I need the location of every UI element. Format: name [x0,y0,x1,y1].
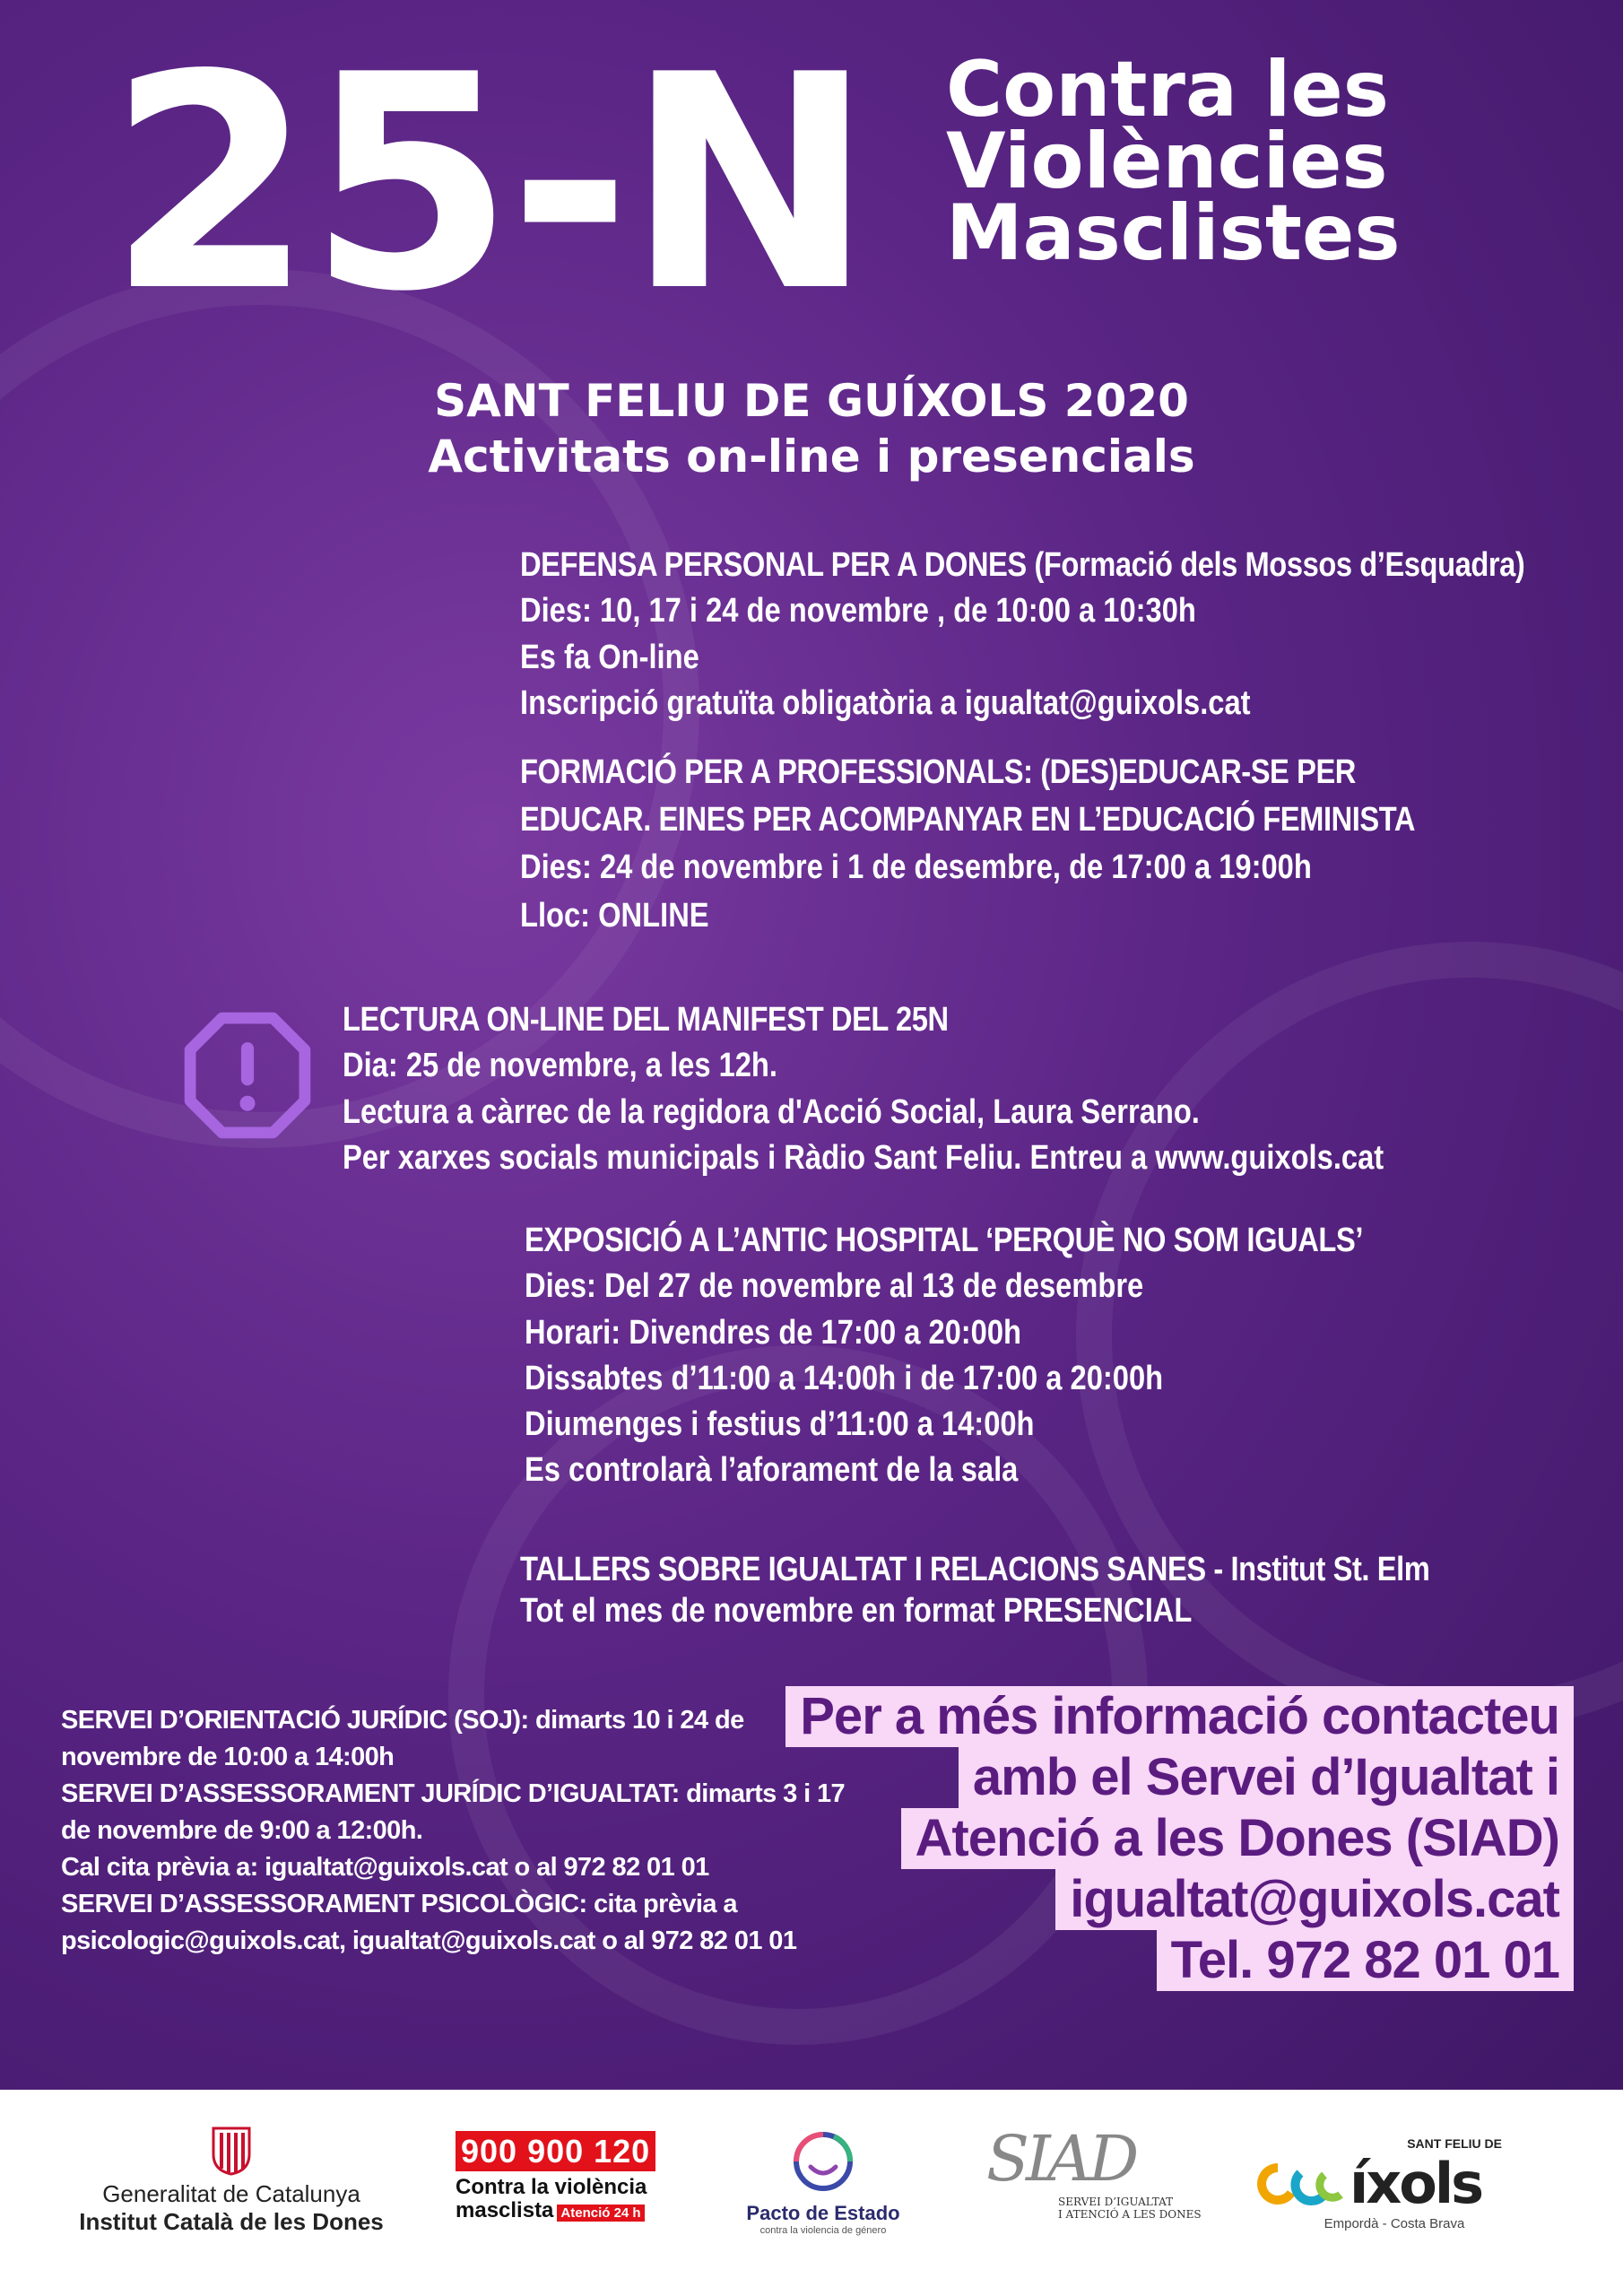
activity-line: Dia: 25 de novembre, a les 12h. [343,1047,777,1085]
siad-subtitle: SERVEI D’IGUALTAT [1058,2196,1174,2208]
subtitle-city: SANT FELIU DE GUÍXOLS 2020 [434,375,1189,427]
activity-line: Lectura a càrrec de la regidora d'Acció Social, Laura Serrano. [343,1092,1200,1131]
alert-octagon-icon [184,1012,311,1139]
activity-line: Diumenges i festius d’11:00 a 14:00h [525,1405,1035,1444]
activity-line: Es fa On-line [520,638,699,676]
helpline-label-2 [456,2199,655,2225]
helpline-badge: Atenció 24 h [557,2205,644,2222]
contact-email: igualtat@guixols.cat [1055,1869,1574,1930]
pacto-subtitle: contra la violencia de género [759,2225,887,2236]
activity-line: Tot el mes de novembre en format PRESENCIAL [520,1591,1193,1630]
activity-self-defense [520,543,1524,726]
legal-line: SERVEI D’ASSESSORAMENT PSICOLÒGIC: cita prèvia a [61,1890,737,1918]
guixols-logo [1251,2136,1538,2231]
activity-professional-training [520,749,1415,940]
guixols-subtitle: Empordà - Costa Brava [1324,2216,1465,2231]
side-title-line: Masclistes [946,188,1401,278]
bg-decoration: ​ [1135,1089,1286,1502]
guixols-name: íxols [1350,2151,1481,2216]
footer-logos [0,2090,1623,2296]
activity-line: Horari: Divendres de 17:00 a 20:00h [525,1313,1022,1352]
contact-line: amb el Servei d’Igualtat i [959,1747,1574,1808]
side-title [946,45,1401,278]
activity-title: FORMACIÓ PER A PROFESSIONALS: (DES)EDUCAR-SE PER [520,753,1356,791]
contact-phone: Tel. 972 82 01 01 [1157,1930,1574,1991]
helpline-number: 900 900 120 [456,2131,655,2171]
guixols-swirl-icon [1251,2157,1350,2211]
helpline-logo [456,2133,655,2225]
activity-title: LECTURA ON-LINE DEL MANIFEST DEL 25N [343,1001,949,1039]
contact-info [785,1686,1574,1991]
activity-manifesto-reading [343,997,1384,1181]
siad-wordmark: SIAD [986,2122,1136,2196]
legal-line: novembre de 10:00 a 14:00h [61,1743,395,1771]
legal-line: SERVEI D’ORIENTACIÓ JURÍDIC (SOJ): dimarts 10 i 24 de [61,1706,744,1735]
activity-line: Dissabtes d’11:00 a 14:00h i de 17:00 a 20:00h [525,1359,1164,1397]
activity-line: Dies: Del 27 de novembre al 13 de desembre [525,1267,1144,1306]
contact-line: Per a més informació contacteu [785,1686,1574,1747]
activity-line: Lloc: ONLINE [520,896,709,935]
activity-title-cont: EDUCAR. EINES PER ACOMPANYAR EN L’EDUCACIÓ FEMINISTA [520,801,1416,839]
activity-line: Dies: 10, 17 i 24 de novembre , de 10:00 a 10:30h [520,592,1196,631]
guixols-wordmark [1251,2151,1538,2216]
legal-line: Cal cita prèvia a: igualtat@guixols.cat o al 972 82 01 01 [61,1853,709,1882]
big-title: 25-N [108,12,869,356]
activity-workshops [520,1550,1429,1631]
side-title-line: Violències [946,117,1388,206]
activity-line: Inscripció gratuïta obligatòria a igualtat@guixols.cat [520,683,1251,722]
activity-title: EXPOSICIÓ A L’ANTIC HOSPITAL ‘PERQUÈ NO SOM IGUALS’ [525,1222,1363,1259]
generalitat-name: Generalitat de Catalunya [102,2180,360,2207]
legal-line: de novembre de 9:00 a 12:00h. [61,1816,423,1845]
siad-logo [986,2122,1202,2221]
institut-name: Institut Català de les Dones [79,2208,384,2235]
generalitat-logo [70,2126,393,2236]
pacto-logo [742,2126,904,2236]
activity-exhibition [525,1218,1363,1494]
helpline-label: Contra la violència [456,2175,647,2199]
pacto-smile-icon [787,2126,859,2197]
siad-subtitle-2: I ATENCIÓ A LES DONES [1058,2208,1202,2221]
activity-title: DEFENSA PERSONAL PER A DONES (Formació dels Mossos d’Esquadra) [520,546,1525,584]
activity-line: Per xarxes socials municipals i Ràdio Sant Feliu. Entreu a www.guixols.cat [343,1138,1384,1177]
legal-line: psicologic@guixols.cat, igualtat@guixols.cat o al 972 82 01 01 [61,1926,797,1955]
contact-line: Atenció a les Dones (SIAD) [901,1808,1574,1869]
subtitle-activities: Activitats on-line i presencials [428,430,1195,483]
pacto-title: Pacto de Estado [746,2202,900,2224]
legal-services [61,1702,845,1960]
activity-title: TALLERS SOBRE IGUALTAT I RELACIONS SANES - Institut St. Elm [520,1551,1430,1588]
helpline-label-text: masclista [456,2198,554,2222]
generalitat-shield-icon [211,2126,252,2176]
activity-line: Es controlarà l’aforament de la sala [525,1451,1019,1490]
activity-line: Dies: 24 de novembre i 1 de desembre, de 17:00 a 19:00h [520,848,1312,887]
legal-line: SERVEI D’ASSESSORAMENT JURÍDIC D’IGUALTAT: dimarts 3 i 17 [61,1779,846,1808]
guixols-top-text: SANT FELIU DE [1407,2136,1502,2151]
side-title-line: Contra les [946,45,1389,135]
